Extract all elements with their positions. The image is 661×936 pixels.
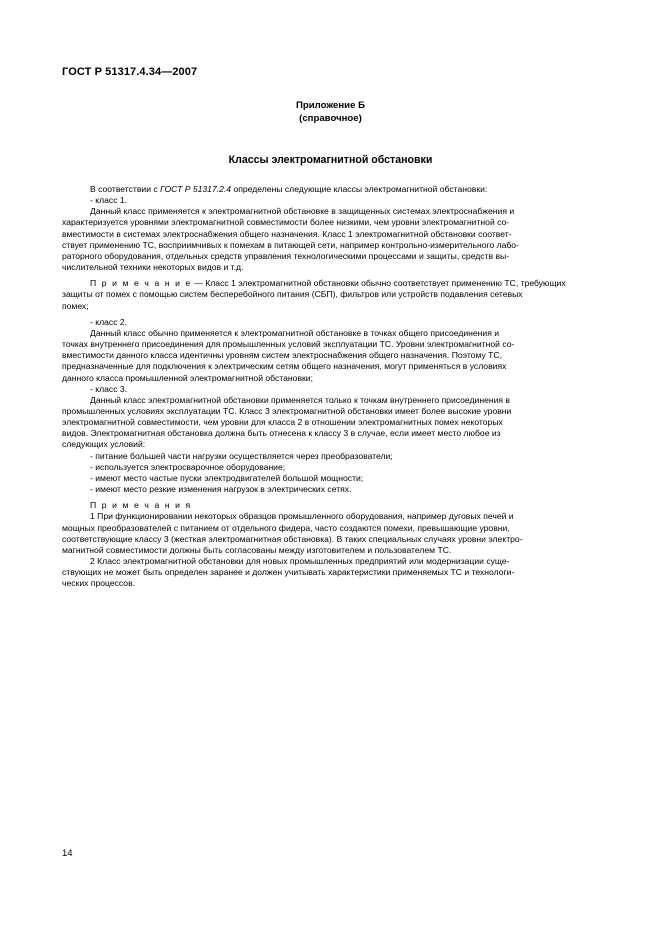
annex-type: (справочное) — [299, 113, 362, 124]
document-body — [62, 184, 598, 589]
class-2-line: точках внутреннего присоединения для промышленных условий эксплуатации ТС. Уровни электромагнитной со- — [62, 339, 515, 350]
note-1-line: защиты от помех с помощью систем бесперебойного питания (СБП), фильтров или устройств подавления сетевых — [62, 289, 523, 300]
class-1-line: характеризуется уровнями электромагнитной совместимости более низкими, чем уровни электромагнитной со- — [62, 217, 510, 228]
note-1-paragraph — [90, 278, 598, 289]
notes-item-1-line: соответствующие классу 3 (жесткая электромагнитная обстановка). В таких специальных случаях уровни электро- — [62, 533, 523, 544]
class-3-line: видов. Электромагнитная обстановка должна быть отнесена к классу 3 в случае, если имеет место любое из — [62, 428, 501, 439]
class-1-line: числительной техники некоторых видов и т.д. — [62, 262, 244, 273]
condition-list-item: - имеют место частые пуски электродвигателей большой мощности; — [90, 472, 364, 483]
class-1-line: вместимости в системах электроснабжения общего назначения. Класс 1 электромагнитной обстановки соответ- — [62, 228, 512, 239]
annex-label: Приложение Б — [296, 100, 365, 111]
class-3-line: промышленных условиях эксплуатации ТС. Класс 3 электромагнитной обстановки имеет более высокие уровни — [62, 405, 512, 416]
intro-prefix: В соответствии с — [90, 184, 161, 194]
notes-item-1-line: магнитной совместимости должны быть согласованы между изготовителем и пользователем ТС. — [62, 544, 452, 555]
intro-suffix: определены следующие классы электромагнитной обстановки: — [231, 184, 488, 194]
condition-list-item: - питание большей части нагрузки осуществляется через преобразователи; — [90, 450, 393, 461]
document-header-standard-id: ГОСТ Р 51317.4.34—2007 — [62, 66, 198, 78]
class-1-label: - класс 1. — [90, 195, 128, 206]
class-2-line: вместимости данного класса идентичны уровням систем электроснабжения общего назначения. Поэтому ТС, — [62, 350, 502, 361]
class-1-line: раторного оборудования, отдельных средств управления технологическими процессами и защиты, средств вы- — [62, 250, 510, 261]
note-1-line: помех; — [62, 300, 89, 311]
class-3-label: - класс 3. — [90, 383, 128, 394]
page-number: 14 — [62, 848, 73, 859]
note-label: П р и м е ч а н и е — [90, 278, 192, 289]
section-title: Классы электромагнитной обстановки — [228, 154, 433, 166]
notes-item-1-line: 1 При функционировании некоторых образцов промышленного оборудования, например дуговых печей и — [90, 511, 514, 522]
intro-paragraph — [90, 184, 598, 195]
standard-reference: ГОСТ Р 51317.2.4 — [160, 184, 232, 194]
class-3-line: следующих условий: — [62, 439, 146, 450]
condition-list-item: - имеют место резкие изменения нагрузок в электрических сетях. — [90, 484, 352, 495]
class-2-label: - класс 2. — [90, 316, 128, 327]
note-1-text: — Класс 1 электромагнитной обстановки обычно соответствует применению ТС, требующих — [191, 278, 566, 289]
notes-heading: П р и м е ч а н и я — [90, 500, 192, 511]
class-1-line: ствует применению ТС, восприимчивых к помехам в питающей сети, например контрольно-измерительного лабо- — [62, 239, 519, 250]
notes-item-1-line: мощных преобразователей с питанием от отдельного фидера, часто создаются помехи, превышающие уровни, — [62, 522, 510, 533]
condition-list-item: - используется электросварочное оборудование; — [90, 461, 286, 472]
class-3-line: электромагнитной совместимости, чем уровни для класса 2 в отношении электромагнитных помех некоторых — [62, 417, 503, 428]
class-1-line: Данный класс применяется к электромагнитной обстановке в защищенных системах электроснабжения и — [90, 206, 515, 217]
notes-item-2-line: 2 Класс электромагнитной обстановки для новых промышленных предприятий или модернизации суще- — [90, 556, 510, 566]
class-3-line: Данный класс электромагнитной обстановки применяется только к точкам внутреннего присоединения в — [90, 394, 510, 405]
notes-item-2-line: ствующих не может быть определен заранее и должен учитывать характеристики применяемых ТС и технологи- — [62, 567, 515, 578]
class-2-line: данного класса промышленной электромагнитной обстановки; — [62, 372, 313, 383]
class-2-line: предназначенные для подключения к электрическим сетям общего назначения, могут применяться в условиях — [62, 361, 507, 372]
class-2-line: Данный класс обычно применяется к электромагнитной обстановке в точках общего присоединения и — [90, 327, 500, 338]
notes-item-2-line: ческих процессов. — [62, 578, 136, 589]
